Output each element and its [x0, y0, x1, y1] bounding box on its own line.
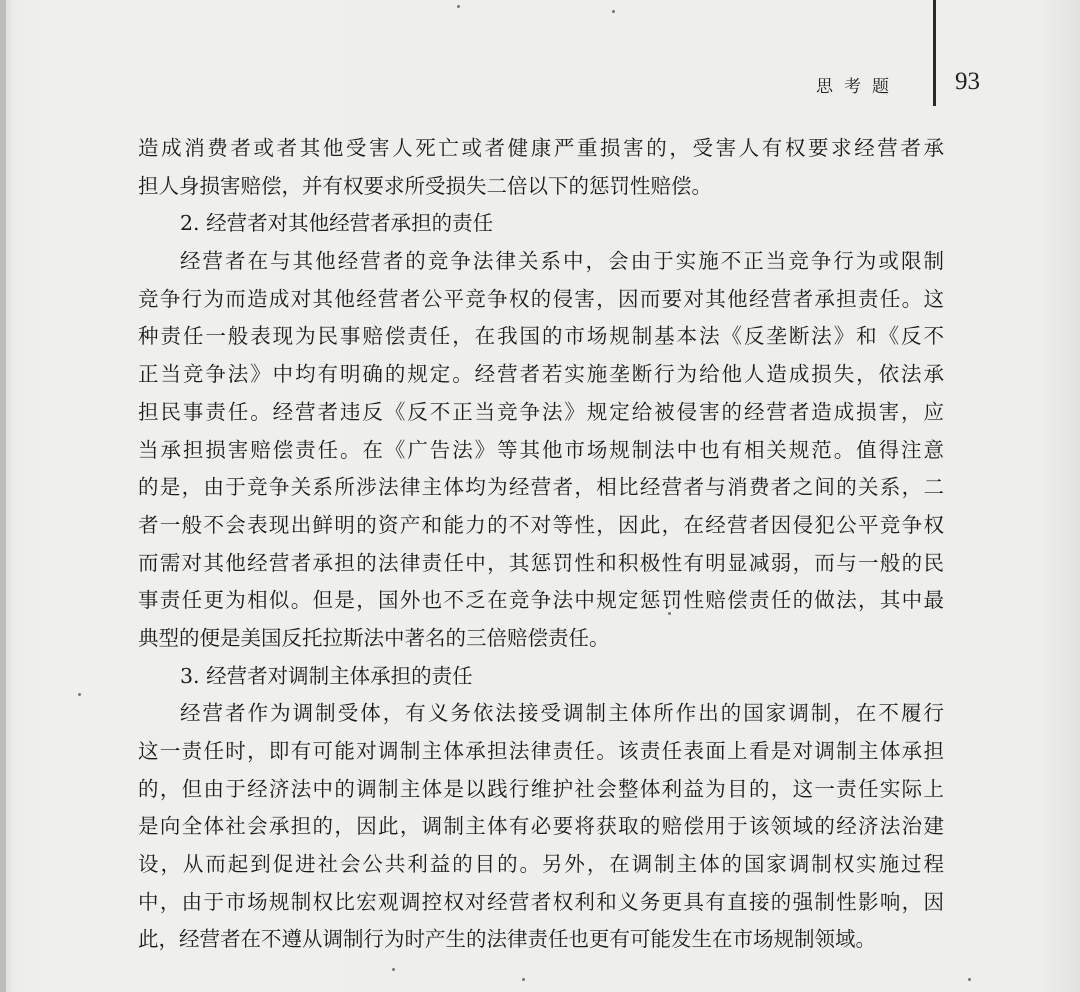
text-line: 是向全体社会承担的，因此，调制主体有必要将获取的赔偿用于该领域的经济法治建 — [138, 814, 944, 839]
scan-speck — [612, 10, 615, 13]
text-line: 当承担损害赔偿责任。在《广告法》等其他市场规制法中也有相关规范。值得注意 — [138, 437, 944, 462]
text-line: 担人身损害赔偿，并有权要求所受损失二倍以下的惩罚性赔偿。 — [138, 173, 712, 198]
text-line: 经营者作为调制受体，有义务依法接受调制主体所作出的国家调制，在不履行 — [180, 701, 944, 726]
text-line: 设，从而起到促进社会公共利益的目的。另外，在调制主体的国家调制权实施过程 — [138, 852, 944, 877]
section-heading: 2. 经营者对其他经营者承担的责任 — [180, 211, 494, 236]
page-header — [0, 62, 1080, 114]
page-edge — [0, 0, 6, 992]
scan-speck — [668, 612, 671, 615]
text-line: 典型的便是美国反托拉斯法中著名的三倍赔偿责任。 — [138, 625, 610, 650]
text-line: 正当竞争法》中均有明确的规定。经营者若实施垄断行为给他人造成损失，依法承 — [138, 362, 944, 387]
text-line: 这一责任时，即有可能对调制主体承担法律责任。该责任表面上看是对调制主体承担 — [138, 739, 944, 763]
text-line: 的是，由于竞争关系所涉法律主体均为经营者，相比经营者与消费者之间的关系，二 — [138, 475, 944, 500]
scan-speck — [457, 5, 460, 8]
text-line: 的，但由于经济法中的调制主体是以践行维护社会整体利益为目的，这一责任实际上 — [138, 776, 944, 801]
running-head: 思考题 — [816, 77, 900, 97]
body-text — [138, 130, 944, 959]
section-heading: 3. 经营者对调制主体承担的责任 — [180, 663, 473, 688]
text-line: 种责任一般表现为民事赔偿责任，在我国的市场规制基本法《反垄断法》和《反不 — [138, 324, 944, 349]
text-line: 竞争行为而造成对其他经营者公平竞争权的侵害，因而要对其他经营者承担责任。这 — [138, 286, 944, 311]
text-line: 而需对其他经营者承担的法律责任中，其惩罚性和积极性有明显减弱，而与一般的民 — [138, 550, 944, 575]
text-line: 事责任更为相似。但是，国外也不乏在竞争法中规定惩罚性赔偿责任的做法，其中最 — [138, 588, 944, 613]
text-line: 此，经营者在不遵从调制行为时产生的法律责任也更有可能发生在市场规制领域。 — [138, 927, 876, 952]
scan-speck — [522, 978, 525, 981]
text-line: 担民事责任。经营者违反《反不正当竞争法》规定给被侵害的经营者造成损害，应 — [138, 399, 944, 424]
scan-speck — [78, 693, 81, 696]
text-line: 经营者在与其他经营者的竞争法律关系中，会由于实施不正当竞争行为或限制 — [180, 249, 944, 274]
scan-speck — [968, 978, 971, 981]
header-divider — [933, 0, 936, 106]
text-line: 造成消费者或者其他受害人死亡或者健康严重损害的，受害人有权要求经营者承 — [138, 136, 944, 160]
scan-speck — [392, 968, 395, 971]
page-number: 93 — [955, 68, 980, 95]
text-line: 者一般不会表现出鲜明的资产和能力的不对等性，因此，在经营者因侵犯公平竞争权 — [138, 512, 944, 537]
text-line: 中，由于市场规制权比宏观调控权对经营者权利和义务更具有直接的强制性影响，因 — [138, 889, 944, 914]
